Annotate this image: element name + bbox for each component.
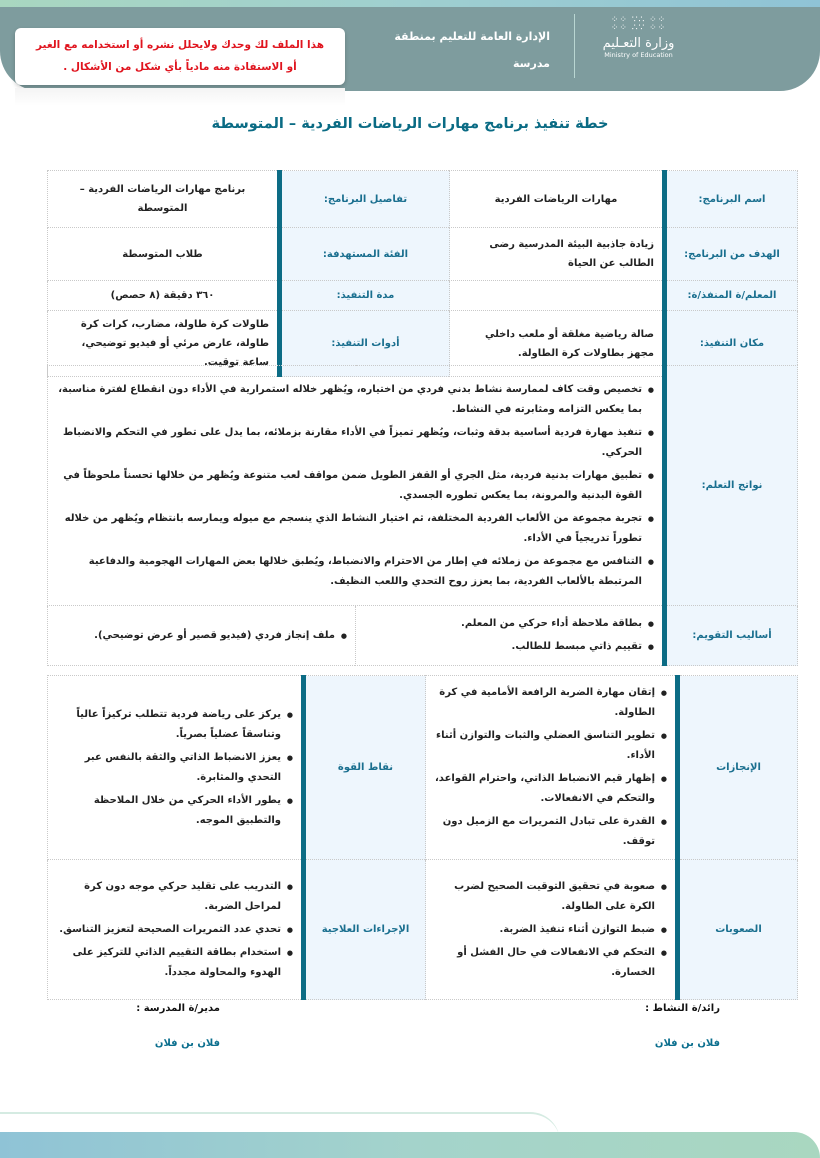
ministry-logo xyxy=(596,16,681,59)
strengths-list xyxy=(48,676,304,860)
remedy-item: ● تحدي عدد التمريرات الصحيحة لتعزيز التناسق. xyxy=(56,920,293,940)
notice-line-2: أو الاستفادة منه مادياً بأي شكل من الأشكال . xyxy=(63,61,297,73)
details-value: برنامج مهارات الرياضات الفردية – المتوسطة xyxy=(48,171,280,228)
outcomes-table xyxy=(47,365,798,666)
evaluation-list-b xyxy=(48,606,356,666)
principal-label: مدير/ة المدرسة : xyxy=(136,1003,220,1014)
place-value: صالة رياضية مغلقة أو ملعب داخلي مجهز بطاولات كرة الطاولة. xyxy=(450,311,665,377)
outcome-item: ● تخصيص وقت كاف لممارسة نشاط بدني فردي من اختياره، ويُظهر خلاله استمرارية في الأداء دون انقطاع لفترة مناسبة، بما يعكس التزامه ومثابرته في النشاط. xyxy=(56,380,654,420)
notice-line-1: هذا الملف لك وحدك ولايحلل نشره أو استخدامه مع الغير xyxy=(36,39,324,51)
notice-reflection xyxy=(15,88,345,106)
remedy-item: ● التدريب على تقليد حركي موجه دون كرة لمراحل الضربة. xyxy=(56,877,293,917)
achievement-item: ● إظهار قيم الانضباط الذاتي، واحترام القواعد، والتحكم في الانفعالات. xyxy=(434,769,667,809)
achievements-list xyxy=(426,676,678,860)
difficulty-item: ● صعوبة في تحقيق التوقيت الصحيح لضرب الكرة على الطاولة. xyxy=(434,877,667,917)
achievement-item: ● إتقان مهارة الضربة الرافعة الأمامية في كرة الطاولة. xyxy=(434,683,667,723)
place-label: مكان التنفيذ: xyxy=(665,311,798,377)
teacher-value xyxy=(450,281,665,311)
evaluation-item: ● تقييم ذاتي مبسط للطالب. xyxy=(364,637,654,657)
outcome-item: ● تنفيذ مهارة فردية أساسية بدقة وثبات، ويُظهر تميزاً في الأداء مقارنة بزملائه، بما يدل على تطور في التحكم والانضباط الحركي. xyxy=(56,423,654,463)
difficulties-list xyxy=(426,860,678,1000)
difficulty-item: ● ضبط التوازن أثناء تنفيذ الضربة. xyxy=(434,920,667,940)
activity-leader-name: فلان بن فلان xyxy=(654,1038,720,1049)
ministry-name-en: Ministry of Education xyxy=(604,51,673,59)
outcome-item: ● تطبيق مهارات بدنية فردية، مثل الجري أو القفز الطويل ضمن مواقف لعب متنوعة ويُظهر من خلالها تحسناً ملحوظاً في القوة البدنية والمرونة، بما يعكس تطوره الجسدي. xyxy=(56,466,654,506)
name-label: اسم البرنامج: xyxy=(665,171,798,228)
header-divider xyxy=(574,14,575,78)
evaluation-item: ● بطاقة ملاحظة أداء حركي من المعلم. xyxy=(364,614,654,634)
remedies-label: الإجراءات العلاجية xyxy=(304,860,426,1000)
principal-name: فلان بن فلان xyxy=(154,1038,220,1049)
duration-label: مدة التنفيذ: xyxy=(280,281,450,311)
copyright-notice xyxy=(15,28,345,85)
outcome-item: ● التنافس مع مجموعة من زملائه في إطار من الاحترام والانضباط، ويُطبق خلالها بعض المهارات الهجومية والدفاعية المرتبطة بالألعاب الفردية، بما يعزز روح التحدي واللعب النظيف. xyxy=(56,552,654,592)
outcomes-list xyxy=(48,366,665,606)
page-title: خطة تنفيذ برنامج مهارات الرياضات الفردية – المتوسطة xyxy=(211,116,609,132)
tools-value: طاولات كرة طاولة، مضارب، كرات كرة طاولة، عارض مرئي أو فيديو توضيحي، ساعة توقيت. xyxy=(48,311,280,377)
goal-label: الهدف من البرنامج: xyxy=(665,228,798,281)
name-value: مهارات الرياضات الفردية xyxy=(450,171,665,228)
program-info-table xyxy=(47,170,798,377)
strength-item: ● يطور الأداء الحركي من خلال الملاحظة والتطبيق الموجه. xyxy=(56,791,293,831)
duration-value: ٣٦٠ دقيقة (٨ حصص) xyxy=(48,281,280,311)
goal-value: زيادة جاذبية البيئة المدرسية رضى الطالب عن الحياة xyxy=(450,228,665,281)
details-label: تفاصيل البرنامج: xyxy=(280,171,450,228)
achievements-label: الإنجازات xyxy=(678,676,798,860)
strength-item: ● يركز على رياضة فردية تتطلب تركيزاً عالياً وتناسقاً عضلياً بصرياً. xyxy=(56,705,293,745)
evaluation-item: ● ملف إنجاز فردي (فيديو قصير أو عرض توضيحي). xyxy=(56,626,347,646)
outcomes-label: نواتج التعلم: xyxy=(665,366,798,606)
remedy-item: ● استخدام بطاقة التقييم الذاتي للتركيز على الهدوء والمحاولة مجدداً. xyxy=(56,943,293,983)
directorate-label: الإدارة العامة للتعليم بمنطقة xyxy=(394,30,550,43)
difficulties-label: الصعوبات xyxy=(678,860,798,1000)
target-value: طلاب المتوسطة xyxy=(48,228,280,281)
activity-leader-label: رائد/ة النشاط : xyxy=(645,1003,720,1014)
teacher-label: المعلم/ة المنفذ/ة: xyxy=(665,281,798,311)
evaluation-label: أساليب التقويم: xyxy=(665,606,798,666)
remedies-list xyxy=(48,860,304,1000)
ministry-name-ar: وزارة التعـليم xyxy=(602,36,675,51)
outcome-item: ● تجربة مجموعة من الألعاب الفردية المختلفة، ثم اختيار النشاط الذي ينسجم مع ميوله ويمارسه بانتظام ويُظهر من خلاله تطوراً تدريجياً في الأداء. xyxy=(56,509,654,549)
tools-label: أدوات التنفيذ: xyxy=(280,311,450,377)
logo-dots-icon: ⁘⁘ ∴∵ ⁘⁘ ⁘⁘ ∵∴ ⁘⁘ xyxy=(610,15,667,33)
difficulty-item: ● التحكم في الانفعالات في حال الفشل أو الخسارة. xyxy=(434,943,667,983)
review-table xyxy=(47,675,798,1000)
achievement-item: ● القدرة على تبادل التمريرات مع الزميل دون توقف. xyxy=(434,812,667,852)
achievement-item: ● تطوير التناسق العضلي والثبات والتوازن أثناء الأداء. xyxy=(434,726,667,766)
school-label: مدرسة xyxy=(513,57,550,70)
strength-item: ● يعزز الانضباط الذاتي والثقة بالنفس عبر التحدي والمثابرة. xyxy=(56,748,293,788)
target-label: الفئة المستهدفة: xyxy=(280,228,450,281)
strengths-label: نقاط القوة xyxy=(304,676,426,860)
footer-band xyxy=(0,1132,820,1158)
evaluation-list-a xyxy=(356,606,665,666)
